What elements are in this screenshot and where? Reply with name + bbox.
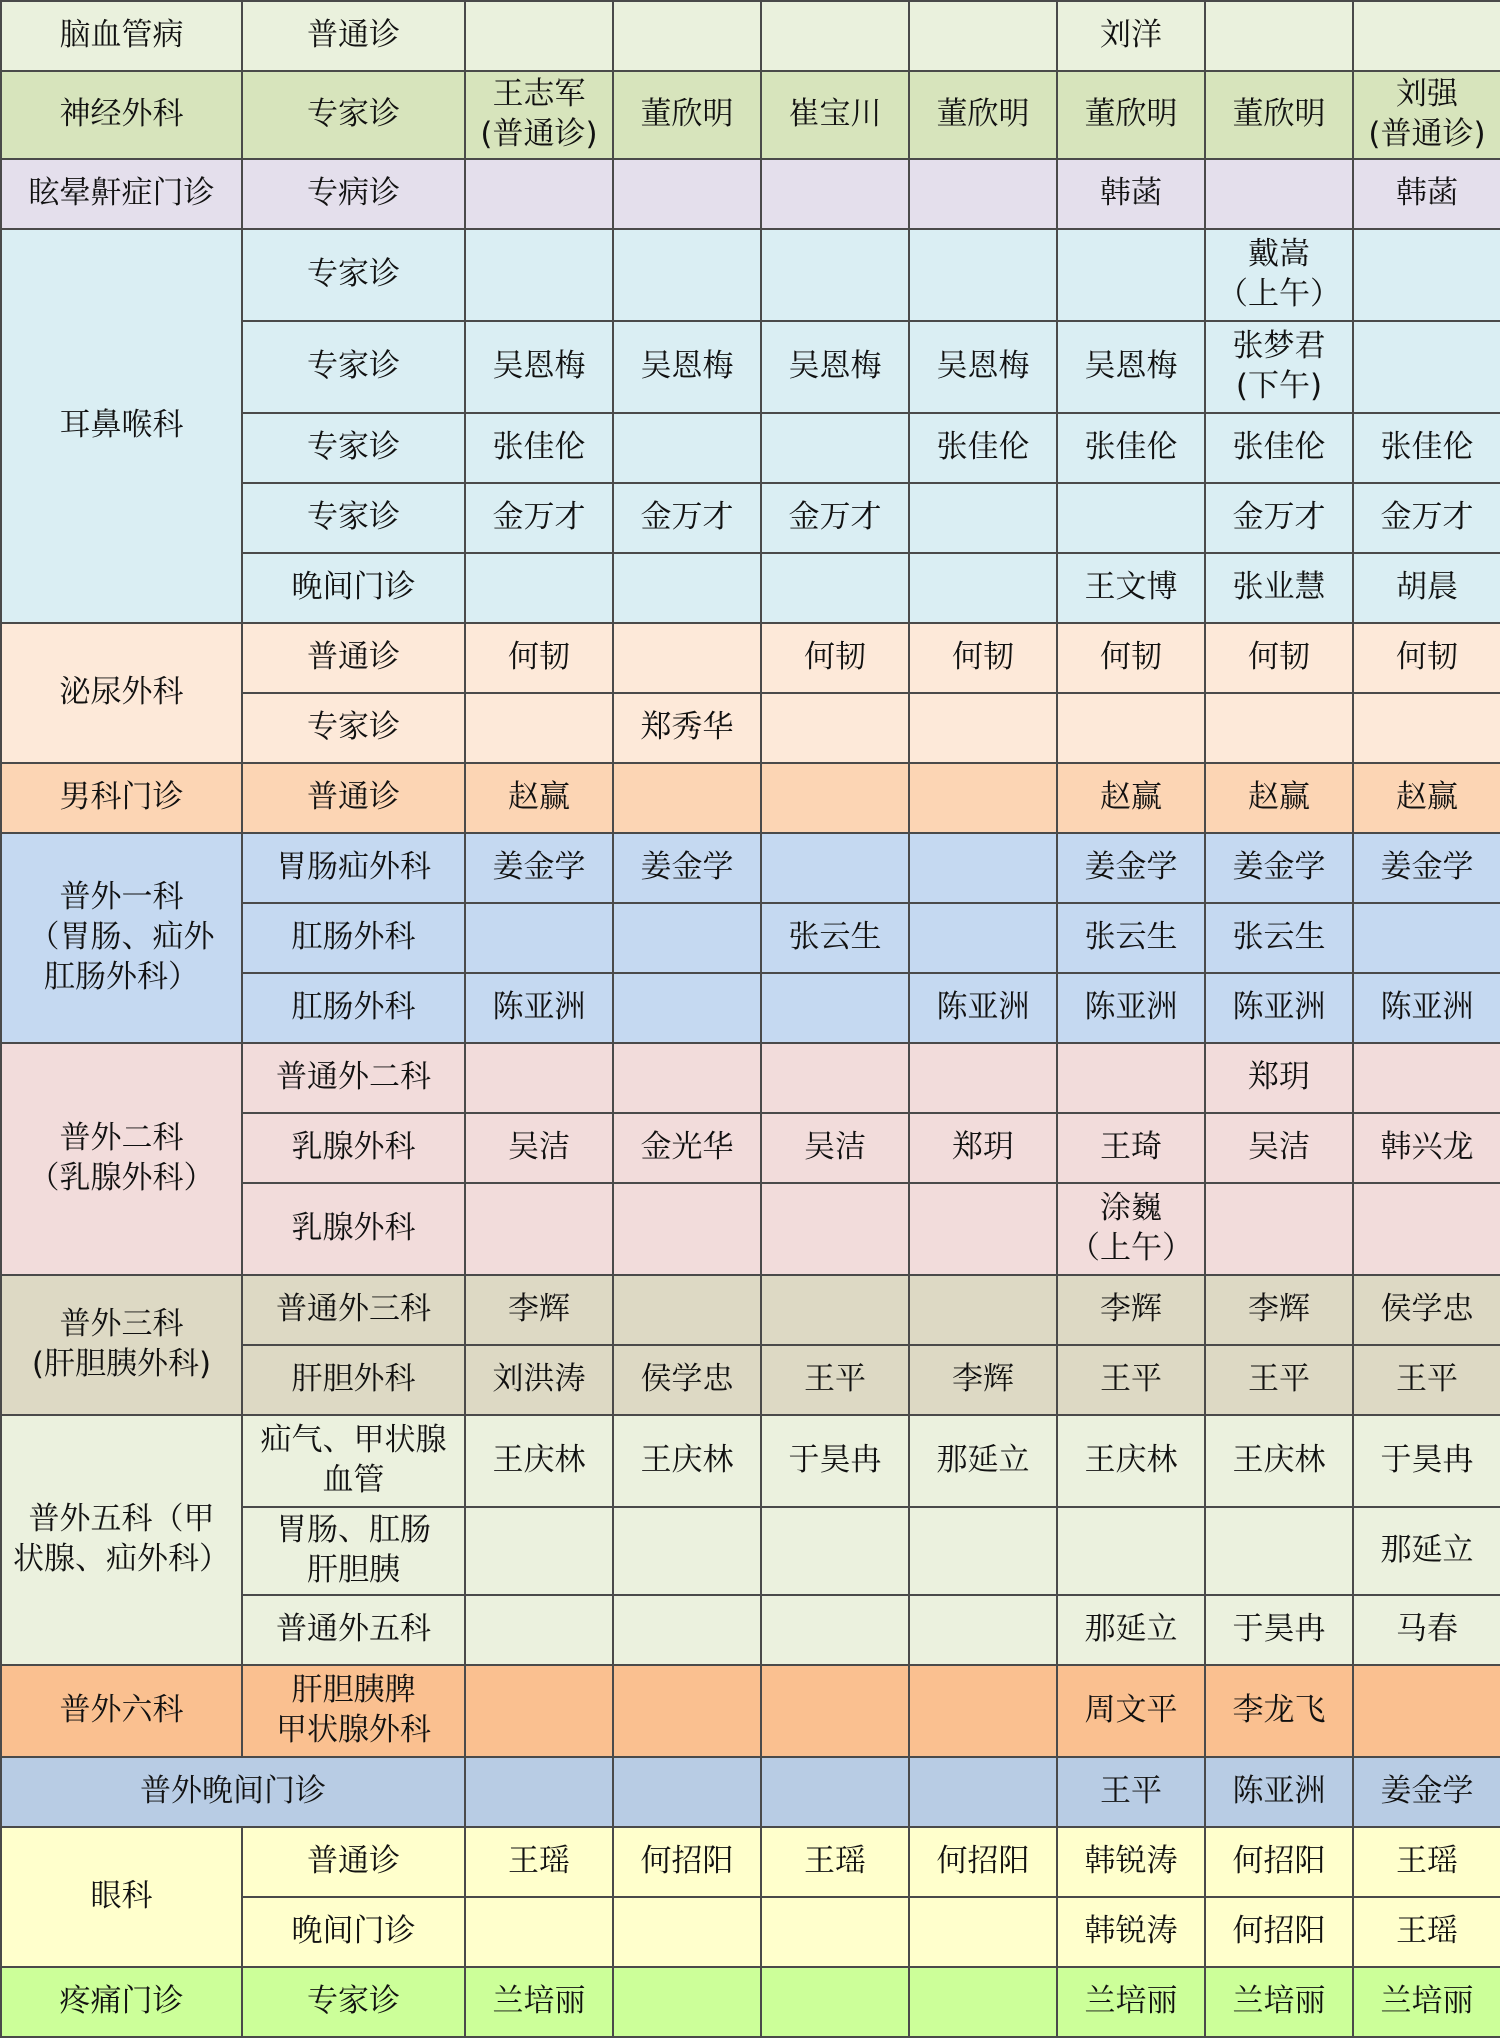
doctor-cell: 李辉 [909,1345,1057,1415]
doctor-cell: 吴恩梅 [1057,321,1205,413]
doctor-cell: 那延立 [1057,1595,1205,1665]
doctor-cell: 陈亚洲 [1353,973,1500,1043]
table-row [1,71,1500,159]
doctor-cell: 何招阳 [613,1827,761,1897]
doctor-cell [465,1897,613,1967]
table-row [1,229,1500,321]
doctor-cell: 刘洪涛 [465,1345,613,1415]
doctor-cell: 何韧 [1057,623,1205,693]
doctor-cell: 姜金学 [1205,833,1353,903]
doctor-cell [465,159,613,229]
doctor-cell: 张佳伦 [1205,413,1353,483]
doctor-cell [761,553,909,623]
doctor-cell: 何招阳 [909,1827,1057,1897]
doctor-cell [1205,1,1353,71]
doctor-cell [613,1897,761,1967]
clinic-type-cell: 晚间门诊 [242,1897,465,1967]
doctor-cell: 何韧 [909,623,1057,693]
table-row [1,1967,1500,2037]
doctor-cell: 吴洁 [761,1113,909,1183]
doctor-cell: 涂巍 （上午） [1057,1183,1205,1275]
doctor-cell [1057,483,1205,553]
doctor-cell [909,1507,1057,1595]
doctor-cell: 何招阳 [1205,1827,1353,1897]
clinic-type-cell: 专家诊 [242,693,465,763]
doctor-cell: 张云生 [1057,903,1205,973]
doctor-cell: 何韧 [1205,623,1353,693]
doctor-cell [613,1967,761,2037]
doctor-cell: 崔宝川 [761,71,909,159]
doctor-cell: 王平 [1057,1345,1205,1415]
doctor-cell [909,693,1057,763]
doctor-cell [613,1665,761,1757]
doctor-cell: 姜金学 [1353,1757,1500,1827]
doctor-cell [1353,321,1500,413]
clinic-type-cell: 专家诊 [242,1967,465,2037]
doctor-cell [1057,1043,1205,1113]
doctor-cell [1353,1043,1500,1113]
doctor-cell: 王瑶 [761,1827,909,1897]
doctor-cell: 兰培丽 [465,1967,613,2037]
doctor-cell [613,903,761,973]
doctor-cell: 那延立 [1353,1507,1500,1595]
doctor-cell [1057,1507,1205,1595]
doctor-cell [761,1595,909,1665]
doctor-cell: 董欣明 [613,71,761,159]
doctor-cell: 陈亚洲 [1205,973,1353,1043]
doctor-cell: 韩锐涛 [1057,1827,1205,1897]
doctor-cell: 王平 [1353,1345,1500,1415]
doctor-cell [1353,903,1500,973]
doctor-cell: 董欣明 [1057,71,1205,159]
doctor-cell: 姜金学 [1353,833,1500,903]
doctor-cell: 李辉 [1205,1275,1353,1345]
doctor-cell: 陈亚洲 [1205,1757,1353,1827]
doctor-cell: 何韧 [465,623,613,693]
clinic-type-cell: 晚间门诊 [242,553,465,623]
doctor-cell [761,1967,909,2037]
doctor-cell: 于昊冉 [1205,1595,1353,1665]
doctor-cell: 吴恩梅 [761,321,909,413]
doctor-cell: 董欣明 [909,71,1057,159]
doctor-cell [761,1665,909,1757]
table-row [1,1043,1500,1113]
doctor-cell: 戴嵩 （上午） [1205,229,1353,321]
clinic-type-cell: 肝胆胰脾 甲状腺外科 [242,1665,465,1757]
doctor-cell [613,1595,761,1665]
doctor-cell [465,1757,613,1827]
clinic-type-cell: 疝气、甲状腺 血管 [242,1415,465,1507]
doctor-cell [909,833,1057,903]
clinic-type-cell: 胃肠疝外科 [242,833,465,903]
doctor-cell [613,1183,761,1275]
doctor-cell: 郑秀华 [613,693,761,763]
doctor-cell: 王瑶 [1353,1897,1500,1967]
doctor-cell [761,833,909,903]
doctor-cell [613,1,761,71]
doctor-cell: 郑玥 [1205,1043,1353,1113]
doctor-cell [465,1665,613,1757]
doctor-cell: 陈亚洲 [1057,973,1205,1043]
clinic-type-cell: 普通外三科 [242,1275,465,1345]
clinic-type-cell: 专病诊 [242,159,465,229]
doctor-cell: 张佳伦 [1353,413,1500,483]
doctor-cell: 王平 [1205,1345,1353,1415]
doctor-cell: 王庆林 [1057,1415,1205,1507]
doctor-cell: 吴恩梅 [909,321,1057,413]
doctor-cell [909,1967,1057,2037]
doctor-cell [909,553,1057,623]
doctor-cell: 韩菡 [1057,159,1205,229]
department-cell: 普外三科 (肝胆胰外科) [1,1275,242,1415]
doctor-cell [1353,229,1500,321]
doctor-cell [613,623,761,693]
doctor-cell: 王庆林 [613,1415,761,1507]
clinic-type-cell: 乳腺外科 [242,1183,465,1275]
doctor-cell: 刘洋 [1057,1,1205,71]
doctor-cell: 于昊冉 [761,1415,909,1507]
doctor-cell [761,1275,909,1345]
department-cell: 泌尿外科 [1,623,242,763]
doctor-cell [909,1043,1057,1113]
doctor-cell [1353,1,1500,71]
clinic-type-cell: 肝胆外科 [242,1345,465,1415]
doctor-cell [613,1507,761,1595]
doctor-cell [1353,1183,1500,1275]
doctor-cell: 金万才 [613,483,761,553]
doctor-cell [761,1757,909,1827]
doctor-cell: 李辉 [465,1275,613,1345]
doctor-cell [613,229,761,321]
doctor-cell: 姜金学 [465,833,613,903]
doctor-cell [465,1043,613,1113]
clinic-type-cell: 专家诊 [242,71,465,159]
doctor-cell [613,1757,761,1827]
doctor-cell [761,159,909,229]
department-cell: 眼科 [1,1827,242,1967]
doctor-cell [909,1897,1057,1967]
department-cell: 男科门诊 [1,763,242,833]
doctor-cell: 吴洁 [465,1113,613,1183]
clinic-type-cell: 普通外二科 [242,1043,465,1113]
doctor-cell [613,973,761,1043]
doctor-cell: 赵赢 [1205,763,1353,833]
doctor-cell: 侯学忠 [1353,1275,1500,1345]
doctor-cell: 李龙飞 [1205,1665,1353,1757]
doctor-cell: 陈亚洲 [465,973,613,1043]
doctor-cell [1205,693,1353,763]
doctor-cell [613,1275,761,1345]
doctor-cell [761,973,909,1043]
table-row [1,1275,1500,1345]
doctor-cell: 兰培丽 [1353,1967,1500,2037]
doctor-cell [613,763,761,833]
clinic-type-cell: 普通外五科 [242,1595,465,1665]
doctor-cell: 韩兴龙 [1353,1113,1500,1183]
clinic-type-cell: 普通诊 [242,763,465,833]
clinic-type-cell: 普通诊 [242,1827,465,1897]
doctor-cell: 何韧 [1353,623,1500,693]
doctor-cell [465,553,613,623]
doctor-cell: 金万才 [1205,483,1353,553]
doctor-cell: 王平 [1057,1757,1205,1827]
doctor-cell: 张佳伦 [909,413,1057,483]
doctor-cell: 吴恩梅 [465,321,613,413]
doctor-cell: 马春 [1353,1595,1500,1665]
doctor-cell [465,903,613,973]
department-cell: 普外六科 [1,1665,242,1757]
doctor-cell [1353,693,1500,763]
doctor-cell [761,1507,909,1595]
doctor-cell [909,1595,1057,1665]
doctor-cell: 吴洁 [1205,1113,1353,1183]
doctor-cell: 陈亚洲 [909,973,1057,1043]
doctor-cell: 王志军 (普通诊) [465,71,613,159]
doctor-cell [761,1,909,71]
clinic-type-cell: 专家诊 [242,321,465,413]
department-cell: 神经外科 [1,71,242,159]
doctor-cell: 金万才 [465,483,613,553]
clinic-type-cell: 乳腺外科 [242,1113,465,1183]
doctor-cell: 韩菡 [1353,159,1500,229]
table-row [1,763,1500,833]
doctor-cell [1205,1507,1353,1595]
clinic-type-cell: 专家诊 [242,483,465,553]
doctor-cell: 胡晨 [1353,553,1500,623]
doctor-cell: 赵赢 [465,763,613,833]
doctor-cell [909,1,1057,71]
doctor-cell: 刘强 (普通诊) [1353,71,1500,159]
doctor-cell: 王文博 [1057,553,1205,623]
department-cell: 眩晕鼾症门诊 [1,159,242,229]
doctor-cell [1057,693,1205,763]
table-row [1,623,1500,693]
doctor-cell [761,1897,909,1967]
doctor-cell [909,903,1057,973]
doctor-cell: 王庆林 [465,1415,613,1507]
doctor-cell [761,413,909,483]
doctor-cell [465,1,613,71]
doctor-cell: 何韧 [761,623,909,693]
doctor-cell: 张云生 [1205,903,1353,973]
doctor-cell: 韩锐涛 [1057,1897,1205,1967]
department-cell: 疼痛门诊 [1,1967,242,2037]
table-row [1,1,1500,71]
doctor-cell [613,159,761,229]
clinic-type-cell: 肛肠外科 [242,973,465,1043]
doctor-cell: 赵赢 [1057,763,1205,833]
doctor-cell: 张佳伦 [1057,413,1205,483]
doctor-cell [1205,159,1353,229]
doctor-cell [465,1595,613,1665]
schedule-body [1,1,1500,2037]
clinic-type-cell: 专家诊 [242,413,465,483]
table-row [1,159,1500,229]
doctor-cell: 董欣明 [1205,71,1353,159]
doctor-cell [761,229,909,321]
doctor-cell [761,1043,909,1113]
doctor-cell [613,553,761,623]
clinic-type-cell: 胃肠、肛肠 肝胆胰 [242,1507,465,1595]
doctor-cell [1057,229,1205,321]
doctor-cell [761,693,909,763]
doctor-cell [1205,1183,1353,1275]
doctor-cell: 何招阳 [1205,1897,1353,1967]
doctor-cell: 姜金学 [1057,833,1205,903]
department-cell: 普外五科（甲 状腺、疝外科） [1,1415,242,1665]
table-row [1,1665,1500,1757]
doctor-cell: 侯学忠 [613,1345,761,1415]
clinic-type-cell: 专家诊 [242,229,465,321]
clinic-type-cell: 普通诊 [242,623,465,693]
doctor-cell: 张梦君 (下午) [1205,321,1353,413]
doctor-cell [613,1043,761,1113]
department-cell: 脑血管病 [1,1,242,71]
doctor-cell [909,763,1057,833]
doctor-cell: 金万才 [1353,483,1500,553]
doctor-cell [761,1183,909,1275]
doctor-cell: 赵赢 [1353,763,1500,833]
doctor-cell: 于昊冉 [1353,1415,1500,1507]
doctor-cell: 吴恩梅 [613,321,761,413]
doctor-cell [909,483,1057,553]
doctor-cell [465,1507,613,1595]
doctor-cell: 郑玥 [909,1113,1057,1183]
doctor-cell: 兰培丽 [1057,1967,1205,2037]
doctor-cell: 王瑶 [465,1827,613,1897]
doctor-cell: 李辉 [1057,1275,1205,1345]
department-cell: 普外一科 （胃肠、疝外 肛肠外科） [1,833,242,1043]
clinic-type-cell: 普通诊 [242,1,465,71]
doctor-cell: 金万才 [761,483,909,553]
doctor-cell [909,159,1057,229]
doctor-cell [465,693,613,763]
doctor-cell [909,1183,1057,1275]
doctor-cell [909,1275,1057,1345]
clinic-type-cell: 肛肠外科 [242,903,465,973]
doctor-cell: 王平 [761,1345,909,1415]
doctor-cell: 王琦 [1057,1113,1205,1183]
doctor-cell: 王瑶 [1353,1827,1500,1897]
doctor-cell [465,1183,613,1275]
doctor-cell: 张业慧 [1205,553,1353,623]
doctor-cell [909,1757,1057,1827]
doctor-cell [613,413,761,483]
doctor-cell: 兰培丽 [1205,1967,1353,2037]
doctor-cell: 王庆林 [1205,1415,1353,1507]
doctor-cell: 姜金学 [613,833,761,903]
doctor-cell: 金光华 [613,1113,761,1183]
department-cell: 耳鼻喉科 [1,229,242,623]
department-cell: 普外晚间门诊 [1,1757,465,1827]
doctor-cell: 张佳伦 [465,413,613,483]
table-row [1,1827,1500,1897]
table-row [1,1757,1500,1827]
doctor-cell: 周文平 [1057,1665,1205,1757]
doctor-cell [909,229,1057,321]
department-cell: 普外二科 （乳腺外科） [1,1043,242,1275]
doctor-cell [909,1665,1057,1757]
doctor-cell [1353,1665,1500,1757]
doctor-cell: 张云生 [761,903,909,973]
doctor-cell: 那延立 [909,1415,1057,1507]
table-row [1,833,1500,903]
table-row [1,1415,1500,1507]
doctor-cell [465,229,613,321]
doctor-cell [761,763,909,833]
